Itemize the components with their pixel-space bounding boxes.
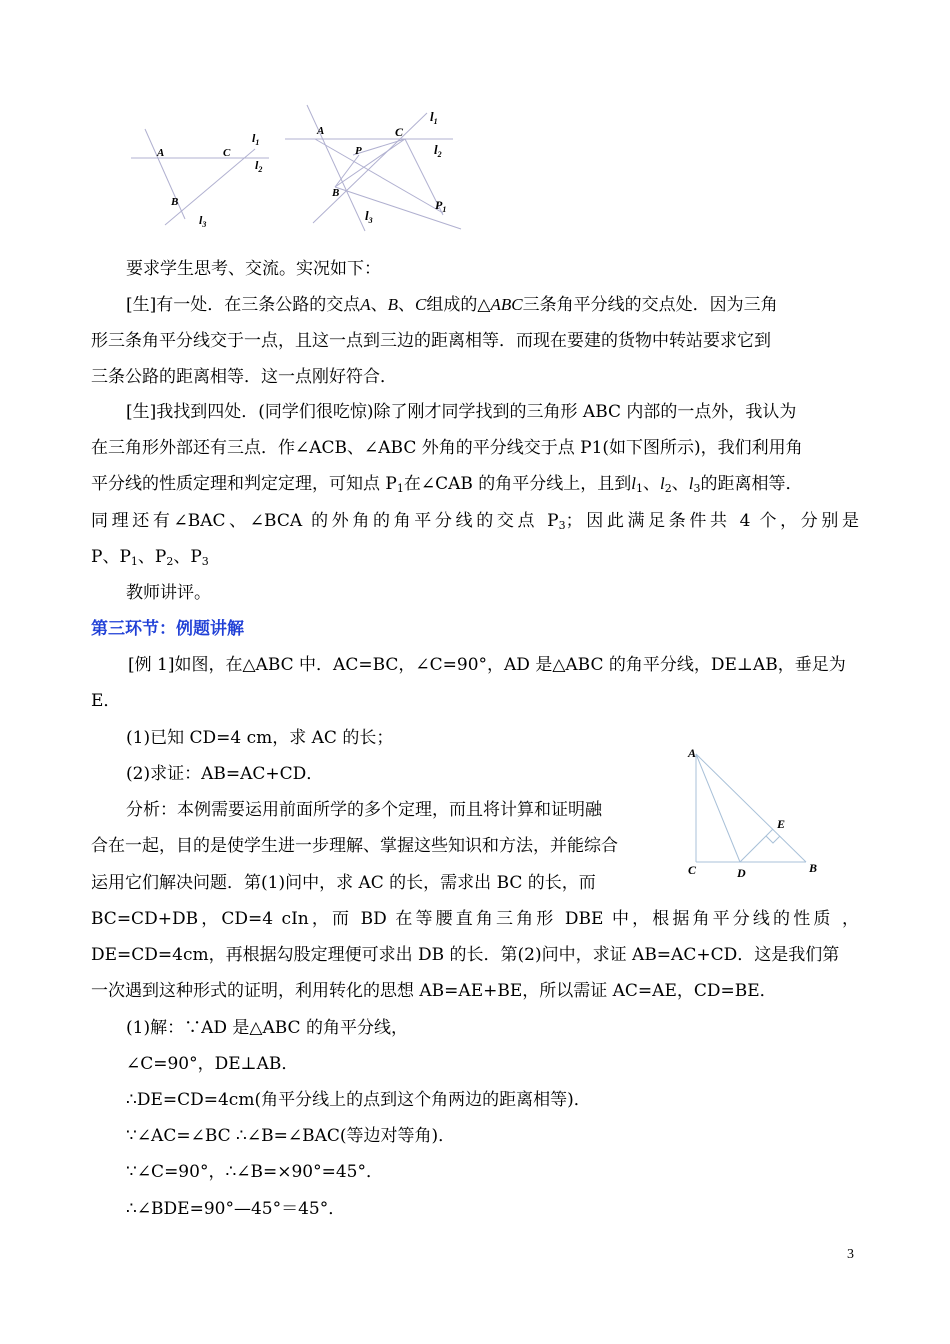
label-B: B [332,187,340,199]
text-line-26: ∵∠C=90°，∴∠B=×90°=45°． [126,1162,383,1182]
var-A: A [360,295,371,314]
subscript: 3 [693,482,701,495]
text-span: 三条角平分线的交点处．因为三角 [522,295,778,315]
text-span: P、P [91,547,131,567]
text-line-23: ∠C=90°，DE⊥AB． [126,1054,299,1074]
text-line-9 [91,545,209,569]
label-A: A [317,125,325,137]
text-line-4: 三条公路的距离相等．这一点刚好符合． [91,367,397,387]
label-E: E [777,817,786,831]
text-line-14: (1)已知 CD=4 cm，求 AC 的长； [126,728,394,748]
text-span: 、P [137,547,167,567]
line-l3-left [145,129,185,219]
page-number: 3 [847,1247,854,1262]
label-l3: $l_3$ [365,208,373,225]
text-span: 组成的△ [426,295,491,315]
text-line-3: 形三条角平分线交于一点，且这一点到三边的距离相等．而现在要建的货物中转站要求它到 [91,331,771,351]
text-line-19: BC=CD+DB，CD=4 cIn，而 BD 在等腰直角三角形 DBE 中，根据角平分线的性质 ， [91,909,859,929]
text-line-25: ∵∠AC=∠BC ∴∠B=∠BAC(等边对等角)． [126,1126,456,1146]
line-l1-right [165,149,255,225]
label-l2: $l_2$ [255,158,263,174]
text-line-20: DE=CD=4cm，再根据勾股定理便可求出 DB 的长．第(2)问中，求证 AB=AC+CD．这是我们第 [91,945,840,965]
figure-three-roads [125,125,275,235]
label-D: D [737,866,746,880]
label-C: C [223,147,231,159]
section-heading: 第三环节：例题讲解 [91,619,244,639]
text-span: 同理还有∠BAC、∠BCA 的外角的角平分线的交点 P [91,511,559,531]
label-A: A [688,746,697,760]
var-ABC: ABC [490,295,523,314]
segment-B-C [335,139,405,187]
text-span: 的距离相等． [700,474,803,494]
text-line-18: 运用它们解决问题．第(1)问中，求 AC 的长，需求出 BC 的长，而 [91,873,596,893]
label-l1: $l_1$ [430,109,438,126]
label-P: P [355,145,362,157]
label-C: C [688,863,697,877]
var-l: l [660,474,665,493]
text-span: 、 [370,295,388,315]
text-line-22: (1)解：∵AD 是△ABC 的角平分线， [126,1018,408,1038]
text-line-7 [91,472,802,496]
subscript: 2 [166,555,174,568]
subscript: 1 [636,482,644,495]
text-line-13: E． [91,691,121,711]
var-C: C [415,295,427,314]
segment-AD [696,754,740,862]
figure-right-triangle-svg [680,740,830,885]
text-line-12: [例 1]如图，在△ABC 中．AC=BC，∠C=90°，AD 是△ABC 的角平分线，DE⊥AB，垂足为 [128,655,846,675]
line-l3 [307,105,365,231]
text-span: 在∠CAB 的角平分线上，且到 [403,474,632,494]
label-A: A [157,147,165,159]
text-span: 、 [643,474,661,494]
text-span: 、 [671,474,689,494]
segment-DE [740,829,773,862]
text-line-21: 一次遇到这种形式的证明，利用转化的思想 AB=AE+BE，所以需证 AC=AE，CD=BE． [91,981,777,1001]
text-line-17: 合在一起，目的是使学生进一步理解、掌握这些知识和方法，并能综合 [91,836,618,856]
var-l: l [631,474,637,493]
label-C: C [395,125,404,139]
text-span: 平分线的性质定理和判定定理，可知点 P [91,474,397,494]
label-B: B [171,196,179,208]
text-line-1: 要求学生思考、交流。实况如下： [126,259,381,279]
text-line-8 [91,509,859,533]
var-B: B [387,295,399,314]
text-line-5: [生]我找到四处．(同学们很吃惊)除了刚才同学找到的三角形 ABC 内部的一点外，我认为 [126,402,797,422]
text-span: [生]有一处．在三条公路的交点 [126,295,361,315]
label-l2: $l_2$ [434,142,442,159]
label-l1: $l_1$ [252,131,260,147]
text-span: ；因此满足条件共 4 个，分别是 [565,511,859,531]
text-line-24: ∴DE=CD=4cm(角平分线上的点到这个角两边的距离相等)． [126,1090,591,1110]
text-line-2 [126,293,778,317]
text-line-6: 在三角形外部还有三点．作∠ACB、∠ABC 外角的平分线交于点 P1(如下图所示)，我们利用角 [91,438,803,458]
figure-bisector-points-svg [283,103,468,233]
right-angle-mark [766,836,780,843]
figure-right-triangle [680,740,830,885]
text-line-10: 教师讲评。 [126,583,211,603]
subscript: 1 [130,555,138,568]
subscript: 3 [558,519,566,532]
figure-three-roads-svg [125,125,275,235]
text-span: 、 [398,295,416,315]
var-l: l [688,474,694,493]
text-span: 、P [173,547,202,567]
subscript: 3 [201,555,209,568]
line-l1 [313,113,427,223]
subscript: 1 [396,482,404,495]
figure-bisector-points [283,103,468,233]
label-P1: $P_1$ [435,198,447,214]
subscript: 2 [664,482,672,495]
text-line-15: (2)求证：AB=AC+CD． [126,764,324,784]
text-line-27: ∴∠BDE=90°—45°＝45°． [126,1199,346,1219]
label-l3: $l_3$ [199,213,207,229]
side-AB [696,754,806,862]
text-line-16: 分析：本例需要运用前面所学的多个定理，而且将计算和证明融 [126,800,602,820]
label-B: B [809,861,818,875]
